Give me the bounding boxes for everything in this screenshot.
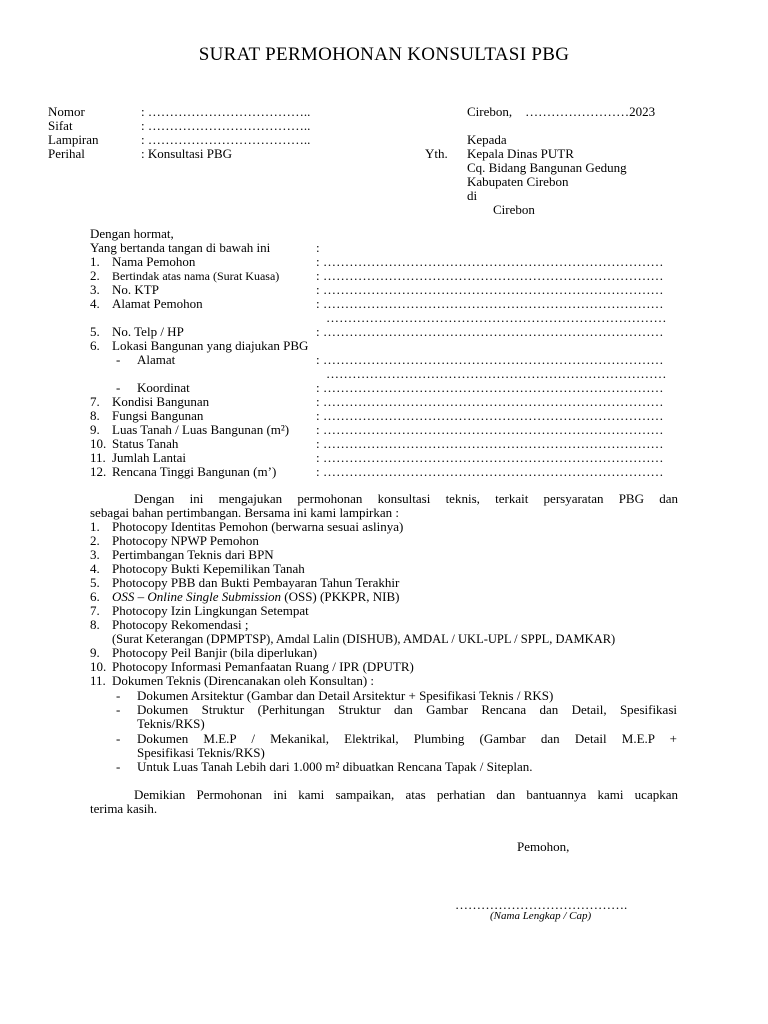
intro-text: Yang bertanda tangan di bawah ini [90,240,271,255]
form-item-number: 4. [90,296,100,311]
form-item-dots: : …………………………………………………………………… [316,268,664,283]
form-item-label: Luas Tanah / Luas Bangunan (m²) [112,422,290,437]
field-value-perihal: : Konsultasi PBG [141,146,233,161]
closing-line: Demikian Permohonan ini kami sampaikan, atas perhatian dan bantuannya kami ucapkan [134,787,678,802]
form-subitem-label: Alamat [137,352,176,367]
signature-line: …………………………………. [455,897,628,912]
form-item-dots: : …………………………………………………………………… [316,282,664,297]
attachment-number: 4. [90,561,100,576]
field-label-lampiran: Lampiran [48,132,99,147]
attachment-item: Photocopy NPWP Pemohon [112,533,259,548]
form-item-dots: : …………………………………………………………………… [316,422,664,437]
form-item-number: 11. [90,450,106,465]
form-item-number: 7. [90,394,100,409]
recipient-city: Cirebon [493,202,535,217]
recipient-line: di [467,188,478,203]
form-item-dots: : …………………………………………………………………… [316,380,664,395]
form-item-dots: : …………………………………………………………………… [316,464,664,479]
yth-label: Yth. [425,146,448,161]
recipient-line: Kepala Dinas PUTR [467,146,574,161]
form-subitem-dash: - [116,380,121,395]
form-item-dots: : …………………………………………………………………… [316,436,664,451]
attachment-item: Photocopy Bukti Kepemilikan Tanah [112,561,305,576]
form-subitem-label: Koordinat [137,380,190,395]
signature-label: Pemohon, [517,839,570,854]
form-item-label: Lokasi Bangunan yang diajukan PBG [112,338,309,353]
form-item-number: 8. [90,408,100,423]
form-item-dots: : …………………………………………………………………… [316,324,664,339]
form-item-label: Jumlah Lantai [112,450,187,465]
field-label-nomor: Nomor [48,104,85,119]
field-label-sifat: Sifat [48,118,73,133]
attachment-number: 5. [90,575,100,590]
attachment-item: Photocopy Informasi Pemanfaatan Ruang / IPR (DPUTR) [112,659,414,674]
tech-doc-item-cont: Spesifikasi Teknis/RKS) [137,745,265,760]
field-value-nomor: : ……………………………….. [141,104,311,119]
attachment-item [112,590,399,604]
attachment-item: Photocopy Rekomendasi ; [112,617,249,632]
form-item-label: No. Telp / HP [112,324,184,339]
tech-doc-item: Dokumen Struktur (Perhitungan Struktur dan Gambar Rencana dan Detail, Spesifikasi [137,702,677,717]
recipient-line: Cq. Bidang Bangunan Gedung [467,160,627,175]
tech-doc-dash: - [116,702,121,717]
form-item-label: Status Tanah [112,436,179,451]
closing-line: terima kasih. [90,801,158,816]
tech-doc-item: Dokumen Arsitektur (Gambar dan Detail Arsitektur + Spesifikasi Teknis / RKS) [137,688,554,703]
attachment-number: 2. [90,533,100,548]
field-value-sifat: : ……………………………….. [141,118,311,133]
form-item-dots-continuation: …………………………………………………………………… [326,366,667,381]
attachment-number: 10. [90,659,107,674]
form-item-label: Kondisi Bangunan [112,394,210,409]
form-item-number: 3. [90,282,100,297]
attachment-item: Photocopy Peil Banjir (bila diperlukan) [112,645,318,660]
attachment-item: Photocopy Identitas Pemohon (berwarna sesuai aslinya) [112,519,404,534]
form-item-number: 10. [90,436,107,451]
tech-doc-item-cont: Teknis/RKS) [137,716,205,731]
field-label-perihal: Perihal [48,146,85,161]
greeting: Dengan hormat, [90,226,174,241]
form-item-dots: : …………………………………………………………………… [316,394,664,409]
oss-italic-text: OSS – Online Single Submission [112,589,281,604]
form-item-dots: : …………………………………………………………………… [316,254,664,269]
form-item-dots-continuation: …………………………………………………………………… [326,310,667,325]
form-item-number: 1. [90,254,100,269]
form-item-label: Alamat Pemohon [112,296,203,311]
intro-colon: : [316,240,320,255]
page-title: SURAT PERMOHONAN KONSULTASI PBG [198,44,570,65]
attachment-number: 9. [90,645,100,660]
attachment-number: 6. [90,589,100,604]
attachment-number: 11. [90,673,106,688]
attachment-subnote: (Surat Keterangan (DPMPTSP), Amdal Lalin (DISHUB), AMDAL / UKL-UPL / SPPL, DAMKAR) [112,632,616,646]
attachment-number: 3. [90,547,100,562]
field-value-lampiran: : ……………………………….. [141,132,311,147]
tech-doc-dash: - [116,759,121,774]
form-item-number: 6. [90,338,100,353]
form-item-dots: : …………………………………………………………………… [316,450,664,465]
tech-doc-item: Dokumen M.E.P / Mekanikal, Elektrikal, Plumbing (Gambar dan Detail M.E.P + [137,731,677,746]
form-item-label: Fungsi Bangunan [112,408,204,423]
tech-doc-dash: - [116,731,121,746]
form-item-number: 5. [90,324,100,339]
city-date: Cirebon, ……………………2023 [467,104,656,119]
form-item-number: 9. [90,422,100,437]
tech-doc-item: Untuk Luas Tanah Lebih dari 1.000 m² dibuatkan Rencana Tapak / Siteplan. [137,759,533,774]
attachment-item: Photocopy Izin Lingkungan Setempat [112,603,309,618]
oss-text: (OSS) (PKKPR, NIB) [281,589,400,604]
attachment-item: Photocopy PBB dan Bukti Pembayaran Tahun Terakhir [112,575,400,590]
attachment-number: 8. [90,617,100,632]
form-item-label: Nama Pemohon [112,254,196,269]
attachment-number: 7. [90,603,100,618]
form-item-number: 12. [90,464,107,479]
form-item-dots: : …………………………………………………………………… [316,408,664,423]
tech-doc-dash: - [116,688,121,703]
form-item-number: 2. [90,268,100,283]
form-subitem-dash: - [116,352,121,367]
signature-caption: (Nama Lengkap / Cap) [490,910,592,922]
form-item-label: No. KTP [112,282,159,297]
recipient-line: Kabupaten Cirebon [467,174,569,189]
form-item-label: Rencana Tinggi Bangunan (m’) [112,464,277,479]
attachment-item: Dokumen Teknis (Direncanakan oleh Konsultan) : [112,673,375,688]
form-item-dots: : …………………………………………………………………… [316,296,664,311]
attachment-number: 1. [90,519,100,534]
form-item-label: Bertindak atas nama (Surat Kuasa) [112,269,280,283]
body-paragraph-line: Dengan ini mengajukan permohonan konsultasi teknis, terkait persyaratan PBG dan [134,491,678,506]
recipient-line: Kepada [467,132,507,147]
attachment-item: Pertimbangan Teknis dari BPN [112,547,274,562]
form-item-dots: : …………………………………………………………………… [316,352,664,367]
body-paragraph-line: sebagai bahan pertimbangan. Bersama ini kami lampirkan : [90,505,400,520]
